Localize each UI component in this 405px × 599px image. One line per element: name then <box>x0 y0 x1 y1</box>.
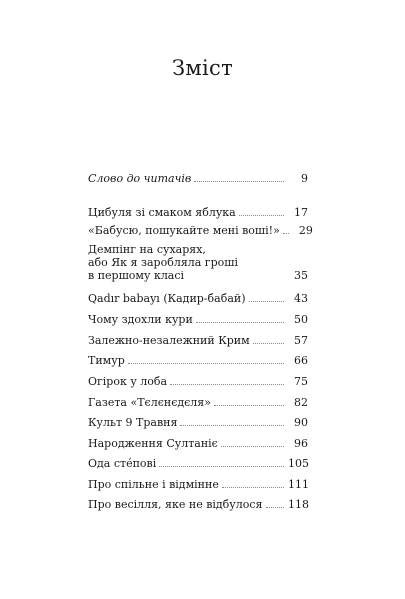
toc-entry-title: Qadır babayı (Кадир-бабай) <box>88 292 246 305</box>
toc-page-number: 75 <box>294 375 308 388</box>
toc-page-number: 111 <box>288 478 309 491</box>
toc-leader-dots <box>221 446 284 447</box>
page-title: Зміст <box>171 56 233 80</box>
toc-page-number: 96 <box>294 437 308 450</box>
toc-entry-title: «Бабусю, пошукайте мені воші!» <box>88 224 280 237</box>
toc-page-number: 35 <box>294 269 308 282</box>
toc-entry-title: Газета «Тєлєнєдєля» <box>88 396 211 409</box>
toc-entry-title: Про весілля, яке не відбулося <box>88 498 263 511</box>
toc-leader-dots <box>214 405 284 406</box>
toc-leader-dots <box>239 215 284 216</box>
toc-page-number: 17 <box>294 206 308 219</box>
toc-entry <box>88 478 308 491</box>
toc-leader-dots <box>159 466 284 467</box>
toc-page-number: 43 <box>294 292 308 305</box>
toc-leader-dots <box>170 384 284 385</box>
toc-leader-dots <box>194 181 284 182</box>
toc-entry <box>88 224 313 237</box>
toc-entry-title-line: в першому класі <box>88 269 185 282</box>
toc-leader-dots <box>222 487 284 488</box>
toc-leader-dots <box>128 363 284 364</box>
toc-page-number: 90 <box>294 416 308 429</box>
toc-entry-title: Цибуля зі смаком яблука <box>88 206 236 219</box>
toc-page-number: 118 <box>288 498 309 511</box>
toc-entry-title: Народження Султаніє <box>88 437 218 450</box>
toc-entry <box>88 354 308 367</box>
toc-page-number: 9 <box>301 172 308 185</box>
toc-page-number: 29 <box>298 224 313 237</box>
toc-entry <box>88 243 308 282</box>
toc-leader-dots <box>196 322 284 323</box>
toc-entry <box>88 334 308 347</box>
toc-page-number: 50 <box>294 313 308 326</box>
toc-leader-dots <box>283 233 289 234</box>
toc-entry <box>88 416 308 429</box>
toc-entry-title: Тимур <box>88 354 125 367</box>
toc-leader-dots <box>249 301 284 302</box>
toc-entry <box>88 292 308 305</box>
toc-entry-title-line: або Як я заробляла гроші <box>88 256 238 269</box>
toc-entry <box>88 396 308 409</box>
toc-entry-title: Слово до читачів <box>88 172 192 185</box>
toc-entry <box>88 437 308 450</box>
toc-entry <box>88 457 308 470</box>
toc-entry-title: Залежно-незалежний Крим <box>88 334 250 347</box>
toc-entry-title: Ода стéпові <box>88 457 157 470</box>
toc-entry <box>88 498 308 511</box>
toc-entry <box>88 375 308 388</box>
toc-page-number: 57 <box>294 334 308 347</box>
toc-entry <box>88 206 308 219</box>
toc-entry-title: Чому здохли кури <box>88 313 193 326</box>
toc-leader-dots <box>253 343 284 344</box>
toc-leader-dots <box>266 507 285 508</box>
toc-entry-title: Про спільне і відмінне <box>88 478 219 491</box>
toc-entry <box>88 172 308 185</box>
toc-entry-title: Огірок у лоба <box>88 375 168 388</box>
toc-page-number: 66 <box>294 354 308 367</box>
toc-leader-dots <box>180 425 284 426</box>
toc-entry <box>88 313 308 326</box>
toc-entry-title <box>88 243 238 282</box>
toc-page-number: 82 <box>294 396 308 409</box>
toc-entry-title-line: Демпінг на сухарях, <box>88 243 206 256</box>
toc-entry-title: Культ 9 Травня <box>88 416 178 429</box>
toc-page-number: 105 <box>288 457 309 470</box>
